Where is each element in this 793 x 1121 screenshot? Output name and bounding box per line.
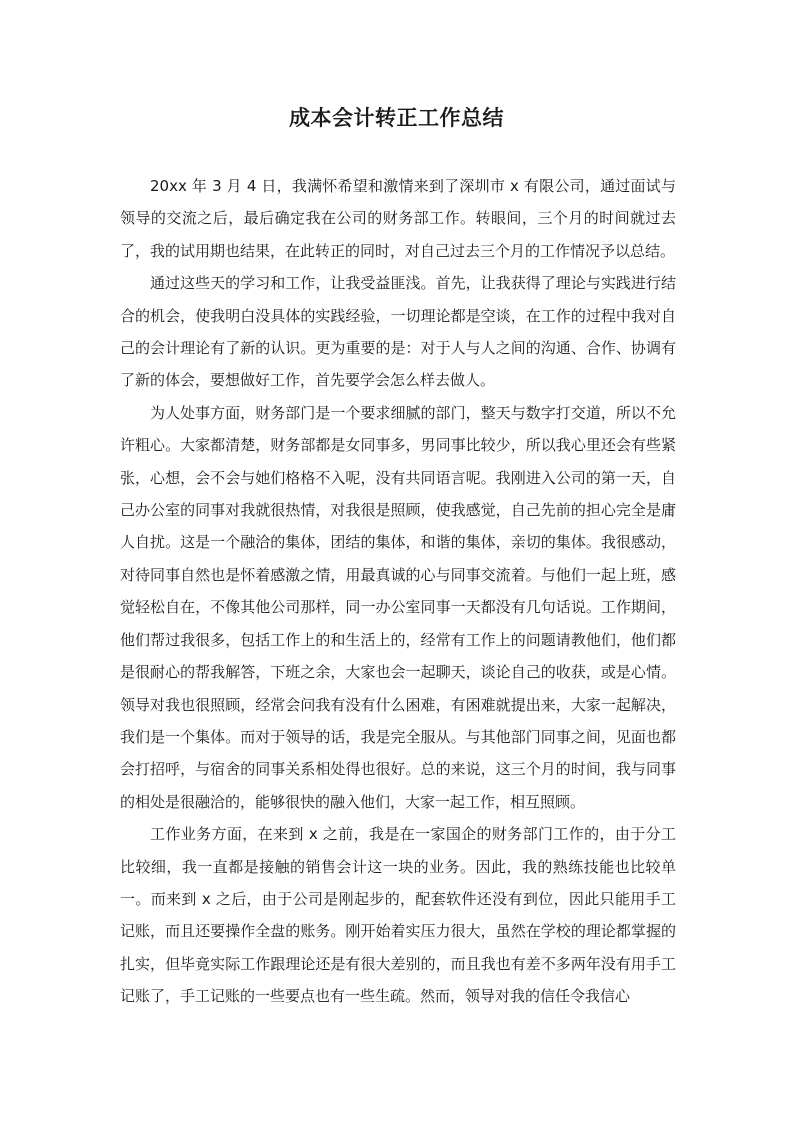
paragraph: 20xx 年 3 月 4 日，我满怀希望和激情来到了深圳市 x 有限公司，通过面试与领导的交流之后，最后确定我在公司的财务部工作。转眼间，三个月的时间就过去了，我的试用期也结果，在此转正的同时，对自己过去三个月的工作情况予以总结。	[120, 177, 676, 260]
paragraph: 通过这些天的学习和工作，让我受益匪浅。首先，让我获得了理论与实践进行结合的机会，使我明白没具体的实践经验，一切理论都是空谈，在工作的过程中我对自己的会计理论有了新的认识。更为重要的是：对于人与人之间的沟通、合作、协调有了新的体会，要想做好工作，首先要学会怎么样去做人。	[120, 274, 676, 390]
document-title: 成本会计转正工作总结	[289, 106, 504, 130]
document-body	[120, 170, 676, 1013]
paragraph: 为人处事方面，财务部门是一个要求细腻的部门，整天与数字打交道，所以不允许粗心。大家都清楚，财务部都是女同事多，男同事比较少，所以我心里还会有些紧张，心想，会不会与她们格格不入呢，没有共同语言呢。我刚进入公司的第一天，自己办公室的同事对我就很热情，对我很是照顾，使我感觉，自己先前的担心完全是庸人自扰。这是一个融洽的集体，团结的集体，和谐的集体，亲切的集体。我很感动，对待同事自然也是怀着感激之情，用最真诚的心与同事交流着。与他们一起上班，感觉轻松自在，不像其他公司那样，同一办公室同事一天都没有几句话说。工作期间，他们帮过我很多，包括工作上的和生活上的，经常有工作上的问题请教他们，他们都是很耐心的帮我解答，下班之余，大家也会一起聊天，谈论自己的收获，或是心情。领导对我也很照顾，经常会问我有没有什么困难，有困难就提出来，大家一起解决，我们是一个集体。而对于领导的话，我是完全服从。与其他部门同事之间，见面也都会打招呼，与宿舍的同事关系相处得也很好。总的来说，这三个月的时间，我与同事的相处是很融洽的，能够很快的融入他们，大家一起工作，相互照顾。	[120, 403, 676, 811]
paragraph: 工作业务方面，在来到 x 之前，我是在一家国企的财务部门工作的，由于分工比较细，我一直都是接触的销售会计这一块的业务。因此，我的熟练技能也比较单一。而来到 x 之后，由于公司是刚起步的，配套软件还没有到位，因此只能用手工记账，而且还要操作全盘的账务。刚开始着实压力很大，虽然在学校的理论都掌握的扎实，但毕竟实际工作跟理论还是有很大差别的，而且我也有差不多两年没有用手工记账了，手工记账的一些要点也有一些生疏。然而，领导对我的信任令我信心	[120, 825, 676, 1006]
